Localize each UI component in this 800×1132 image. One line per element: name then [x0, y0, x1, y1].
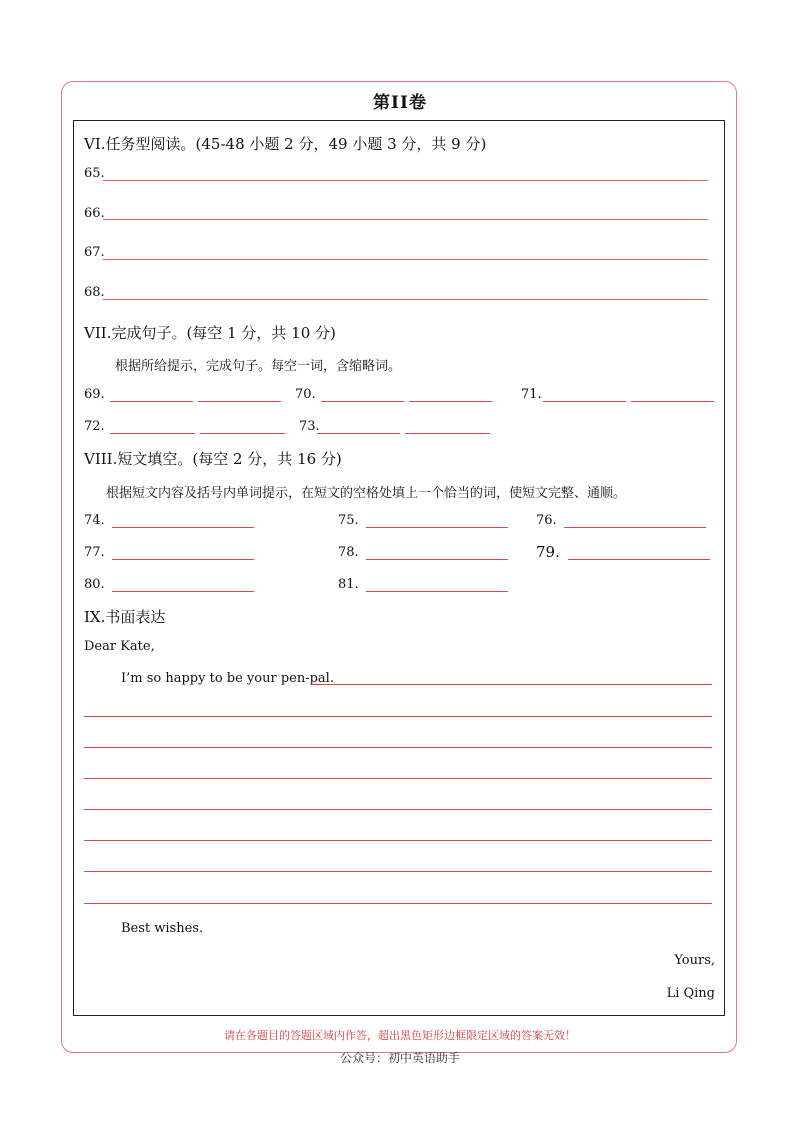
- section-title: 第II卷: [373, 93, 427, 113]
- writing-line-4[interactable]: [84, 778, 712, 779]
- item-74-blank[interactable]: [112, 527, 254, 528]
- item-67-answer-line[interactable]: [103, 259, 708, 260]
- writing-line-6[interactable]: [84, 840, 712, 841]
- item-75-blank[interactable]: [366, 527, 508, 528]
- item-74-label: 74.: [84, 513, 105, 528]
- letter-opening: I’m so happy to be your pen-pal.: [121, 671, 334, 686]
- item-65-answer-line[interactable]: [103, 180, 708, 181]
- item-65-label: 65.: [84, 166, 105, 181]
- item-72-blank-2[interactable]: [200, 433, 285, 434]
- part9-heading: IX.书面表达: [84, 608, 166, 626]
- part7-heading: VII.完成句子。(每空 1 分，共 10 分): [84, 324, 336, 342]
- item-77-blank[interactable]: [112, 559, 254, 560]
- part7-instruction: 根据所给提示，完成句子。每空一词，含缩略词。: [115, 359, 402, 374]
- item-71-label: 71.: [521, 387, 542, 402]
- writing-line-7[interactable]: [84, 871, 712, 872]
- item-80-label: 80.: [84, 577, 105, 592]
- item-73-blank-2[interactable]: [405, 433, 490, 434]
- writing-line-3[interactable]: [84, 747, 712, 748]
- item-70-blank-1[interactable]: [321, 401, 404, 402]
- item-73-label: 73.: [299, 419, 320, 434]
- letter-greeting: Dear Kate,: [84, 639, 155, 654]
- writing-line-1[interactable]: [312, 684, 712, 685]
- item-78-label: 78.: [338, 545, 359, 560]
- part6-heading: VI.任务型阅读。(45-48 小题 2 分，49 小题 3 分，共 9 分): [84, 135, 487, 153]
- item-76-label: 76.: [536, 513, 557, 528]
- item-81-blank[interactable]: [366, 591, 508, 592]
- item-67-label: 67.: [84, 245, 105, 260]
- letter-closing: Best wishes.: [121, 921, 204, 936]
- item-72-label: 72.: [84, 419, 105, 434]
- item-72-blank-1[interactable]: [110, 433, 195, 434]
- item-78-blank[interactable]: [366, 559, 508, 560]
- footer-credit: 公众号：初中英语助手: [339, 1051, 460, 1065]
- answer-area-warning: 请在各题目的答题区域内作答，超出黑色矩形边框限定区域的答案无效！: [224, 1029, 576, 1042]
- item-69-blank-2[interactable]: [198, 401, 281, 402]
- item-77-label: 77.: [84, 545, 105, 560]
- item-70-label: 70.: [295, 387, 316, 402]
- item-70-blank-2[interactable]: [409, 401, 492, 402]
- writing-line-8[interactable]: [84, 903, 712, 904]
- part8-heading: VIII.短文填空。(每空 2 分，共 16 分): [84, 450, 342, 468]
- item-79-blank[interactable]: [568, 559, 710, 560]
- item-81-label: 81.: [338, 577, 359, 592]
- letter-signature: Li Qing: [666, 986, 715, 1001]
- item-71-blank-2[interactable]: [631, 401, 714, 402]
- answer-region-border: [73, 120, 725, 1016]
- item-80-blank[interactable]: [112, 591, 254, 592]
- item-75-label: 75.: [338, 513, 359, 528]
- item-69-label: 69.: [84, 387, 105, 402]
- item-71-blank-1[interactable]: [543, 401, 626, 402]
- part8-instruction: 根据短文内容及括号内单词提示，在短文的空格处填上一个恰当的词，使短文完整、通顺。: [106, 486, 627, 501]
- writing-line-5[interactable]: [84, 809, 712, 810]
- item-66-answer-line[interactable]: [103, 219, 708, 220]
- writing-line-2[interactable]: [84, 716, 712, 717]
- item-73-blank-1[interactable]: [317, 433, 400, 434]
- item-68-answer-line[interactable]: [103, 299, 708, 300]
- item-66-label: 66.: [84, 206, 105, 221]
- item-79-label: 79.: [536, 543, 560, 561]
- letter-sign-off: Yours,: [674, 953, 715, 968]
- item-68-label: 68.: [84, 285, 105, 300]
- item-76-blank[interactable]: [564, 527, 706, 528]
- item-69-blank-1[interactable]: [110, 401, 193, 402]
